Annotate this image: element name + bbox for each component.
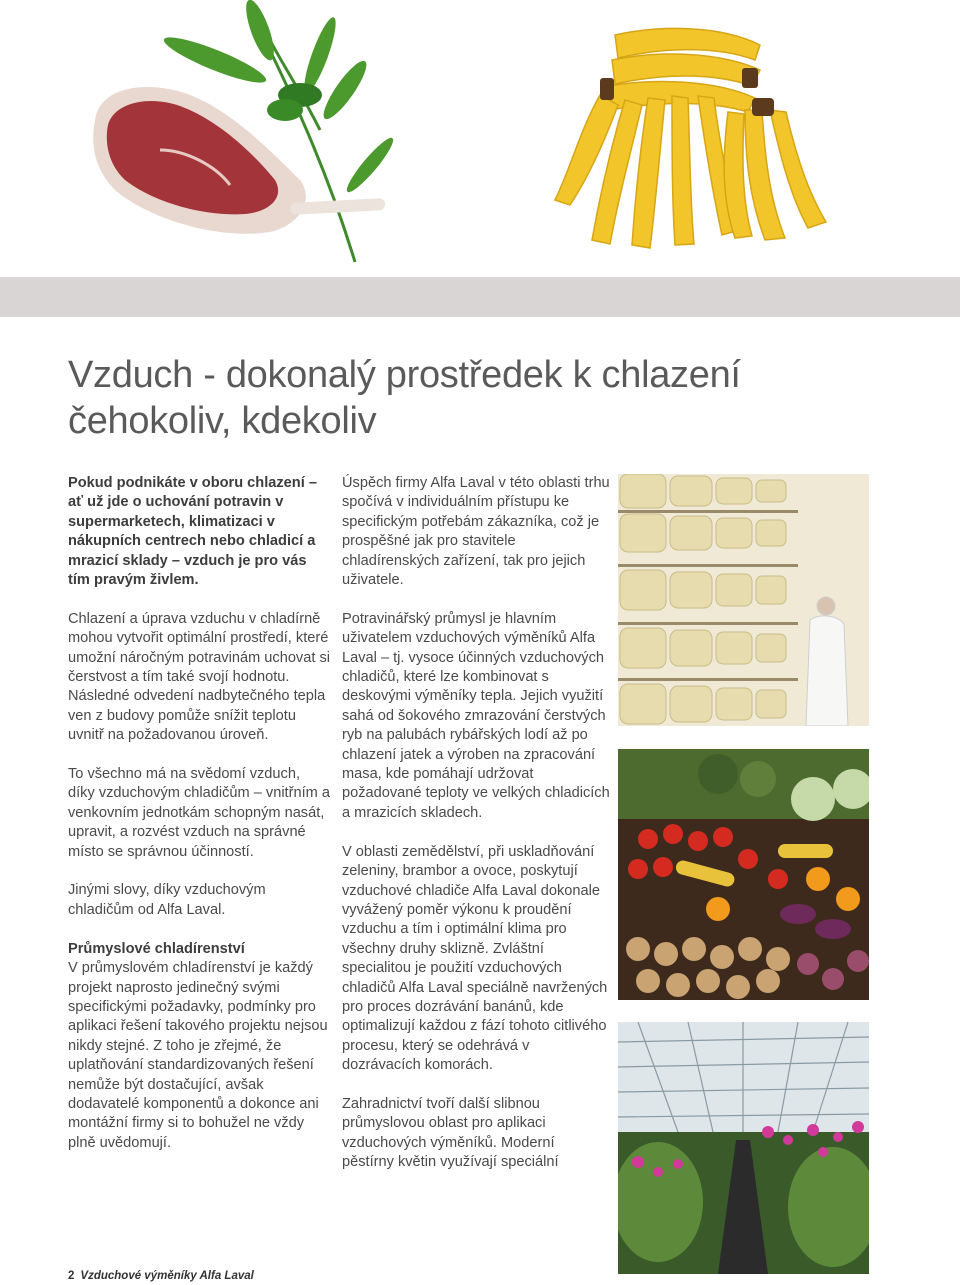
paragraph: Potravinářský průmysl je hlavním uživatelem vzduchových výměníků Alfa Laval – tj. vysoce účinných vzduchových chladičů, které lze kombinovat s deskovými výměníky tepla. Jejich využití sahá od šokového zmrazování čerstvých ryb na palubách rybářských lodí až po chlazení jatek a výroben na zpracování masa, kde pomáhají udržovat požadované teploty ve velkých chladicích a mrazicích skladech. (342, 610, 610, 821)
page-title-line1: Vzduch - dokonalý prostředek k chlazení (68, 354, 741, 396)
meat-chop (93, 87, 385, 234)
footer-title: Vzduchové výměníky Alfa Laval (80, 1270, 254, 1282)
paragraph: Úspěch firmy Alfa Laval v této oblasti trhu spočívá v individuálním přístupu ke specifickým potřebám zákazníka, což je prospěšné jak pro stavitele chladírenských zařízení, tak pro jejich uživatele. (342, 475, 610, 589)
paragraph: Zahradnictví tvoří další slibnou průmyslovou oblast pro aplikaci vzduchových výměníků. Moderní pěstírny květin využívají speciální (342, 1095, 559, 1171)
header-band (0, 277, 960, 317)
page-title-line2: čehokoliv, kdekoliv (68, 400, 377, 442)
hero-image (0, 0, 960, 277)
left-column (68, 474, 330, 1173)
banana-bunch (555, 28, 826, 248)
middle-column (342, 474, 610, 1192)
paragraph: V průmyslovém chladírenství je každý projekt naprosto jedinečný svými specifickými požadavky, podmínky pro aplikaci řešení takového projektu nejsou nikdy stejné. Z toho je zřejmé, že uplatňování standardizovaných řešení nemůže být dostačující, avšak dodavatelé komponentů a dokonce ani montážní firmy si to bohužel ne vždy plně uvědomují. (68, 960, 328, 1151)
greenhouse-photo (618, 1022, 869, 1274)
lead-paragraph: Pokud podnikáte v oboru chlazení – ať už jde o uchování potravin v supermarketech, klimatizaci v nákupních centrech nebo chladicí a mrazicí sklady – vzduch je pro vás tím pravým živlem. (68, 475, 317, 589)
paragraph: Jinými slovy, díky vzduchovým chladičům od Alfa Laval. (68, 882, 266, 918)
paragraph: To všechno má na svědomí vzduch, díky vzduchovým chladičům – vnitřním a venkovním jednotkám schopným nasát, upravit, a rozvést vzduch na správné místo se správnou účinností. (68, 766, 330, 860)
page-footer (68, 1270, 254, 1282)
page-title (68, 352, 888, 444)
page-number: 2 (68, 1270, 75, 1282)
paragraph: V oblasti zemědělství, při uskladňování zeleniny, brambor a ovoce, poskytují vzduchové chladiče Alfa Laval dokonale vyvážený poměr výkonu k proudění vzduchu a tím i optimální klima pro všechny druhy sklizně. Zvláštní specialitou je použití vzduchových chladičů Alfa Laval speciálně navržených pro proces dozrávání banánů, kde optimalizují každou z fází tohoto citlivého procesu, který se odehrává v dozrávacích komorách. (342, 843, 608, 1074)
cheese-storage-photo (618, 474, 869, 726)
vegetables-photo (618, 749, 869, 1000)
paragraph: Chlazení a úprava vzduchu v chladírně mohou vytvořit optimální prostředí, které umožní náročným potravinám uchovat si čerstvost a tím také svojí hodnotu. Následné odvedení nadbytečného tepla ven z budovy pomůže snížit teplotu uvnitř na požadovanou úroveň. (68, 610, 330, 744)
section-heading: Průmyslové chladírenství (68, 940, 245, 957)
